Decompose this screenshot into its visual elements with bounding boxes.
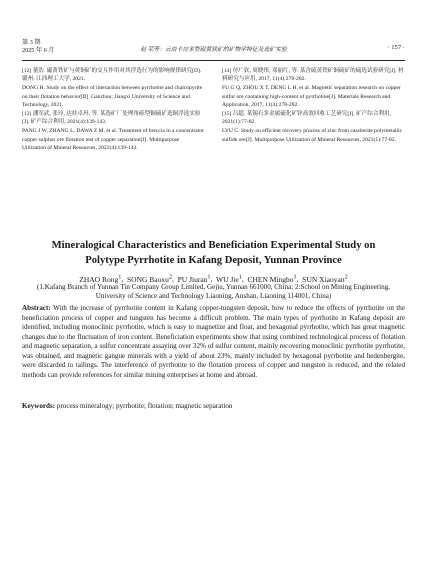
author-affil-mark: 1 <box>118 273 122 280</box>
issue-number: 第 3 期 <box>22 39 41 46</box>
author-name: CHEN Mingbo <box>247 274 294 284</box>
reference-column-right <box>222 67 404 145</box>
reference-column-left <box>22 67 204 153</box>
header-rule <box>22 60 405 61</box>
page-number: · 157 · <box>387 44 405 51</box>
reference-entry: FU G Q, ZHOU X T, DENG L H, et al. Magnetic separation research on copper sulfur ore containing high-content of pyrrhotine[J]. Materials Research and Application, 2017, 11(4):278-282. <box>222 85 401 108</box>
keywords <box>22 402 405 412</box>
reference-list <box>22 67 405 197</box>
abstract-text: With the increase of pyrrhotite content in Kafang copper-tungsten deposit, how to reduce the effects of pyrrhotite on the beneficiation process of copper and tungsten has become a difficult problem. The main types of pyrrhotite in Kafang deposit are identified, including monoclinic pyrrhotite, which is easy to magnetize and float, and hexagonal pyrrhotite, which has great magnetic changes due to the fluctuation of iron content. Beneficiation experiments show that using combined technological process of flotation and magnetic separation, a sulfur concentrate assaying over 32% of sulfur content, mainly recovering monoclinic pyrrhotite pyrrhotite, was obtained, and magnetic gangue minerals with a yield of about 23%, mainly included by hexagonal pyrrhotite and hedenbergite, were discarded to tailings. The interference of pyrrhotite to the flotation process of copper and tungsten is reduced, and the related methods can provide references for similar mining enterprises at home and abroad. <box>22 304 405 379</box>
reference-entry: LYU C. Study on efficient recovery process of zinc from cassiterite polymetallic sulfide ore[J]. Multipurpose Utilization of Mineral Resources, 2021(1):77-82. <box>222 128 403 143</box>
keywords-label: Keywords: <box>22 402 56 410</box>
reference-entry: [15] 吕超. 某锡石多金属硫化矿锌高效回收工艺研究[J]. 矿产综合利用, 2021(1):77-82. <box>222 111 392 126</box>
running-header <box>22 39 405 61</box>
abstract <box>22 304 405 380</box>
article-title <box>22 238 405 268</box>
issue-date: 2025 年 6 月 <box>22 47 55 54</box>
author-affil-mark: 1 <box>238 273 242 280</box>
abstract-label: Abstract: <box>22 304 51 312</box>
author-name: SONG Baoxu <box>126 274 169 284</box>
author-list: ZHAO Rong$^1$, SONG Baoxu$^2$, PU Jiuran$^1$, WU Jie$^1$, CHEN Mingbo$^1$, SUN Xiaoyan$^2$ <box>79 273 348 284</box>
author-affil-mark: 2 <box>168 273 172 280</box>
reference-entry: [14] 付广钦, 周晓彤, 邓丽红, 等. 某含硫黄铁矿铜硫矿的硫选试验研究[J]. 材料研究与应用, 2017, 11(4):278-282. <box>222 68 404 83</box>
author-name: PU Jiuran <box>177 274 208 284</box>
keywords-text: process mineralogy; pyrrhotite; flotation; magnetic separation <box>56 402 233 410</box>
running-title: 赵 荣等：云南卡房多型磁黄铁矿的矿物学特征及选矿实验 <box>140 47 287 53</box>
author-affil-mark: 1 <box>207 273 211 280</box>
author-name: SUN Xiaoyan <box>302 274 345 284</box>
author-name: WU Jie <box>216 274 239 284</box>
reference-entry: DONG H. Study on the effect of interaction between pyrrhotite and chalcopyrite on their flotation behavior[D]. Ganzhou: Jiangxi University of Science and Technology, 2021. <box>22 85 203 108</box>
affiliations: (1.Kafang Branch of Yunnan Tin Company Group Limited, Gejiu, Yunnan 661000, China; 2:School on Mining Engineering, University of Science and Technology Liaoning, Anshan, Liaoning 114001, China) <box>37 283 390 301</box>
author-affil-mark: 2 <box>344 273 348 280</box>
reference-entry: [13] 潘军武, 张玲, 达娃卓玛, 等. 某选矿厂处理角砾型铜硫矿选铜浮选实验[J]. 矿产综合利用, 2021(4):139-143. <box>22 111 201 126</box>
title-line: Polytype Pyrrhotite in Kafang Deposit, Yunnan Province <box>85 255 342 266</box>
title-line: Mineralogical Characteristics and Beneficiation Experimental Study on <box>51 240 376 251</box>
author-affil-mark: 1 <box>293 273 297 280</box>
reference-entry: PANG J W, ZHANG L, DAWA Z M, et al. Treatment of breccia in a concentrator copper sulphur ore flotation test of copper separation[J]. Multipurpose Utilization of Mineral Resources, 2021(4):139-143. <box>22 128 204 151</box>
reference-entry: [12] 董浩. 磁黄铁矿与黄铜矿的交互作用对其浮选行为的影响规律研究[D]. 赣州: 江西理工大学, 2021. <box>22 68 202 83</box>
author-name: ZHAO Rong <box>79 274 119 284</box>
